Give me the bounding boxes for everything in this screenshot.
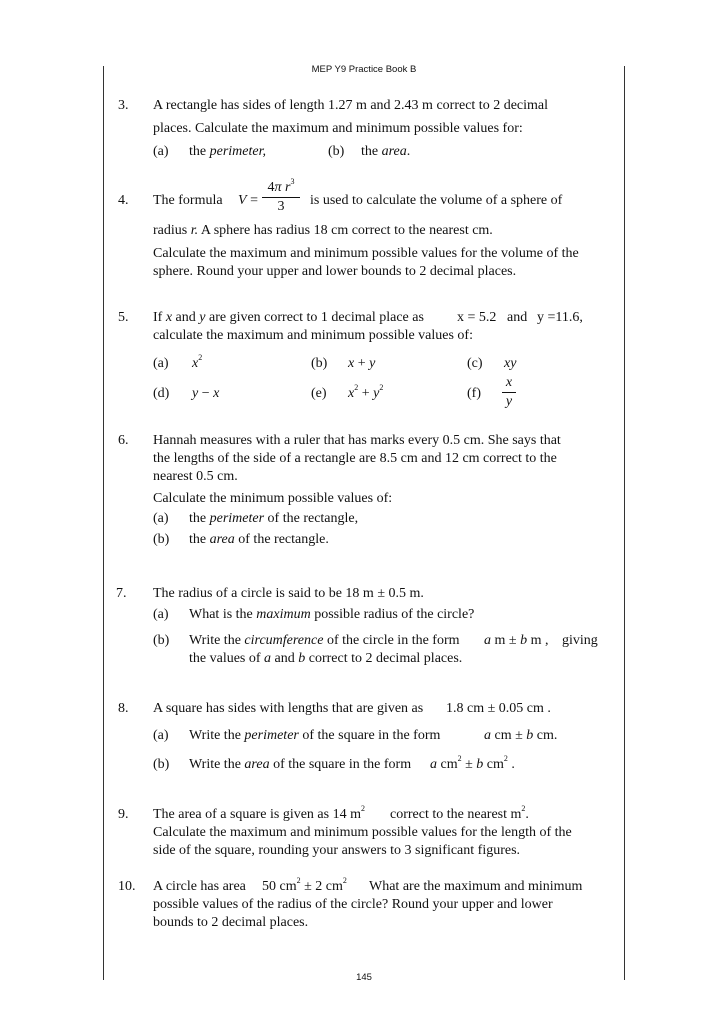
text: of the circle in the form [323,633,460,648]
q3-line2: places. Calculate the maximum and minimum possible values for: [153,121,523,136]
q8-part-b-form [430,756,515,774]
var-x: x [504,356,511,371]
q7-giving: giving [562,633,598,648]
right-margin-line [624,66,625,980]
exponent: 2 [521,804,526,813]
var-y: y [199,310,206,325]
text: cm [486,757,504,772]
q6-line2: the lengths of the side of a rectangle are 8.5 cm and 12 cm correct to the [153,451,557,466]
text: . [547,701,551,716]
part-b-label: (b) [153,757,170,772]
q10-line1b: What are the maximum and minimum [369,879,583,894]
exponent: 2 [198,353,203,362]
q4-line2 [153,222,493,240]
part-d-label: (d) [153,386,170,401]
q7-part-a [189,606,474,624]
q5-c-expr [504,355,516,373]
question-number: 10. [118,879,136,894]
var-v: V [238,193,247,208]
page-header: MEP Y9 Practice Book B [311,64,417,75]
q6-line3: nearest 0.5 cm. [153,469,238,484]
text: the values of [189,651,261,666]
q10-line1a: A circle has area [153,879,246,894]
question-number: 9. [118,807,129,822]
text: the [189,511,210,526]
q8-part-a-form [484,727,557,745]
q7-form [484,632,548,650]
q5-and: and [507,310,528,325]
part-b-label: (b) [328,144,345,159]
q8-measurement [446,700,551,718]
part-e-label: (e) [311,386,327,401]
q10-area [262,878,347,896]
question-number: 3. [118,98,129,113]
q4-line4: sphere. Round your upper and lower bounds to 2 decimal places. [153,264,517,279]
text: of the square in the form [269,757,412,772]
text: Write the [189,728,245,743]
minus-sign: − [201,386,210,401]
fraction-bar [262,197,300,198]
text: and [175,310,196,325]
q4-post: is used to calculate the volume of a sphere of [310,193,563,208]
q7-part-b [189,632,460,650]
emphasis: area [209,532,235,547]
emphasis: perimeter [209,511,265,526]
q10-line2: possible values of the radius of the circle? Round your upper and lower [153,897,553,912]
emphasis: area [381,144,407,159]
coef: 4 [267,180,275,195]
text: radius [153,223,188,238]
exponent: 2 [457,754,462,763]
var-a: a [264,651,272,666]
text: of the rectangle, [264,511,359,526]
left-margin-line [103,66,104,980]
text: the [189,144,210,159]
question-number: 7. [116,586,127,601]
var-r: r. [190,223,199,238]
emphasis: area [244,757,270,772]
text: Write the [189,633,245,648]
q5-line1 [153,309,424,327]
text: The area of a square is given as 14 [153,807,347,822]
part-c-label: (c) [467,356,483,371]
part-b-label: (b) [311,356,328,371]
question-number: 5. [118,310,129,325]
exponent: 2 [354,383,359,392]
exponent: 2 [360,804,365,813]
part-a-label: (a) [153,144,169,159]
volume-fraction [262,177,300,215]
var-x: x [165,310,173,325]
q6-line4: Calculate the minimum possible values of: [153,491,393,506]
exponent: 2 [342,876,347,885]
part-b-label: (b) [153,633,170,648]
var-x: x [192,356,199,371]
q4-line3: Calculate the maximum and minimum possible values for the volume of the [153,246,579,261]
var-b: b [476,757,484,772]
q9-line1b: correct to the nearest $m^2$. [390,804,529,822]
text: cm. [536,728,558,743]
text: m , [530,633,549,648]
var-y: y [192,386,199,401]
part-b-label: (b) [153,532,170,547]
numerator: x [505,375,513,390]
q9-line3: side of the square, rounding your answers to 3 significant figures. [153,843,521,858]
text: ± 2 cm [304,879,343,894]
question-number: 6. [118,433,129,448]
part-a-label: (a) [153,728,169,743]
exponent: 2 [379,383,384,392]
text: of the square in the form [298,728,441,743]
q5-d-expr [192,385,219,403]
text: m [494,633,506,648]
q3-part-b [361,143,410,161]
var-y: y [369,356,376,371]
denominator: y [505,394,513,409]
text: 1.8 cm ± 0.05 cm [446,701,544,716]
q9-line1a [153,806,365,824]
q6-part-b [189,531,329,549]
q8-part-a [189,727,440,745]
unit: m [350,807,361,822]
text: are given correct to 1 decimal place as [208,310,424,325]
var-x: x [348,386,355,401]
q10-line3: bounds to 2 decimal places. [153,915,309,930]
pi-symbol: π [274,180,282,195]
q6-part-a [189,510,358,528]
denominator: 3 [277,199,285,214]
question-number: 8. [118,701,129,716]
q7-part-b-line2 [189,650,462,668]
q4-formula-lhs [238,192,258,210]
q5-b-expr [348,355,375,373]
var-b: b [520,633,528,648]
exponent: 3 [290,177,295,186]
plus-sign: + [361,386,370,401]
var-y: y [510,356,517,371]
plus-minus: ± [465,757,473,772]
text: A sphere has radius 18 cm correct to the nearest cm. [200,223,493,238]
q5-yval: y =11.6, [537,310,583,325]
text: . [511,757,515,772]
part-a-label: (a) [153,607,169,622]
equals-sign: = [250,193,258,208]
q9-line2: Calculate the maximum and minimum possible values for the length of the [153,825,572,840]
var-a: a [484,728,491,743]
emphasis: perimeter [244,728,299,743]
part-a-label: (a) [153,356,169,371]
plus-minus: ± [508,633,517,648]
part-f-label: (f) [467,386,481,401]
emphasis: circumference [244,633,324,648]
emphasis: perimeter, [209,144,266,159]
fraction-bar [502,392,516,393]
q5-f-fraction [502,375,516,410]
var-r: r [285,180,291,195]
question-number: 4. [118,193,129,208]
q3-line1: A rectangle has sides of length 1.27 m and 2.43 m correct to 2 decimal [153,98,549,113]
q5-a-expr [192,355,202,373]
q7-line1: The radius of a circle is said to be 18 m ± 0.5 m. [153,586,424,601]
numerator [262,177,300,196]
text: the [189,532,210,547]
text: the [361,144,382,159]
text: correct to 2 decimal places. [308,651,463,666]
q5-e-expr [348,385,383,403]
var-x: x [213,386,220,401]
q4-pre: The formula [153,193,223,208]
unit: m [510,807,522,822]
var-b: b [526,728,534,743]
q3-part-a [189,143,266,161]
q5-xval: x = 5.2 [457,310,497,325]
text: Write the [189,757,245,772]
exponent: 2 [503,754,508,763]
text: of the rectangle. [234,532,329,547]
page-number: 145 [356,972,372,983]
text: What is the [189,607,257,622]
text: If [153,310,163,325]
var-x: x [348,356,355,371]
text: 50 cm [262,879,297,894]
exponent: 2 [296,876,301,885]
text: correct to the nearest [390,807,507,822]
text: cm ± [494,728,523,743]
var-a: a [484,633,491,648]
q5-line2: calculate the maximum and minimum possible values of: [153,328,473,343]
text: and [274,651,295,666]
text: . [406,144,411,159]
text: possible radius of the circle? [310,607,475,622]
plus-sign: + [357,356,366,371]
emphasis: maximum [256,607,311,622]
var-a: a [430,757,437,772]
part-a-label: (a) [153,511,169,526]
var-y: y [373,386,380,401]
q6-line1: Hannah measures with a ruler that has marks every 0.5 cm. She says that [153,433,561,448]
text: cm [440,757,458,772]
q8-line1: A square has sides with lengths that are given as [153,701,424,716]
var-b: b [298,651,306,666]
q8-part-b [189,756,411,774]
